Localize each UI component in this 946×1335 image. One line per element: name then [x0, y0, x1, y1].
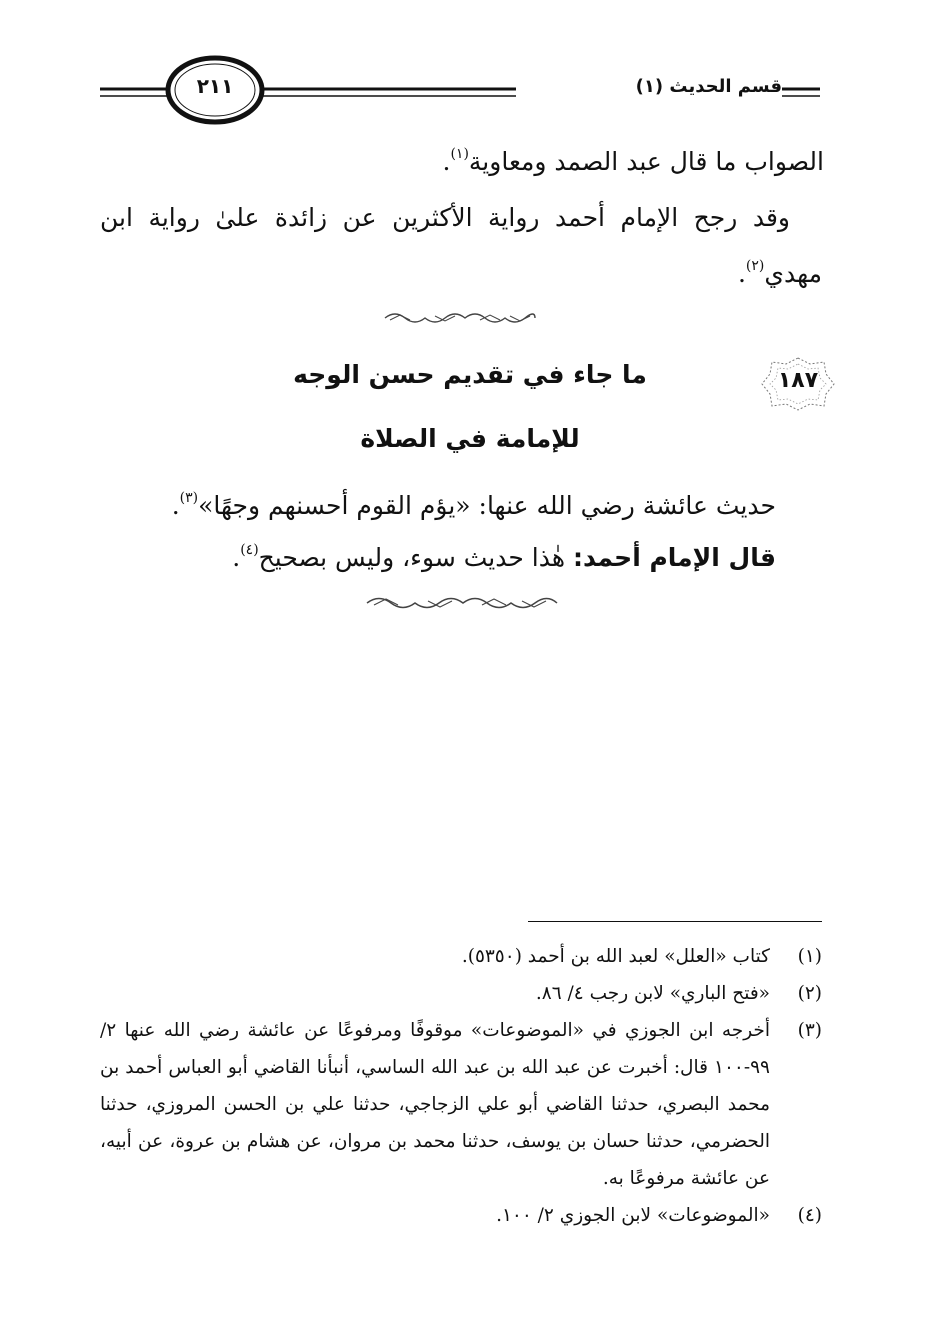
intro-paragraph-2-text: وقد رجح الإمام أحمد رواية الأكثرين عن زائدة علىٰ رواية ابن مهدي — [100, 203, 822, 288]
hadith-line — [96, 478, 776, 534]
footnote-text: «الموضوعات» لابن الجوزي ٢/ ١٠٠. — [496, 1205, 770, 1226]
chapter-title-line-2: للإمامة في الصلاة — [360, 424, 580, 453]
footnote-ref-2: (٢) — [745, 258, 765, 274]
footnote-ref-3: (٣) — [179, 490, 199, 506]
footnotes — [100, 938, 822, 1234]
footnote-text: «فتح الباري» لابن رجب ٤/ ٨٦. — [535, 983, 770, 1004]
page-header — [100, 52, 820, 132]
footnote-4 — [100, 1197, 822, 1234]
footnote-ref-4: (٤) — [240, 542, 259, 558]
footnote-ref-1: (١) — [450, 146, 469, 162]
chapter-number-badge — [760, 356, 836, 412]
hadith-text: حديث عائشة رضي الله عنها: «يؤم القوم أحسنهم وجهًا» — [198, 491, 776, 520]
intro-line-1-text: الصواب ما قال عبد الصمد ومعاوية — [468, 147, 824, 176]
verdict-end: . — [232, 543, 241, 572]
intro-paragraph-2 — [100, 190, 822, 302]
section-divider-ornament — [380, 308, 540, 328]
imam-ahmad-verdict — [96, 530, 776, 586]
footnote-text: أخرجه ابن الجوزي في «الموضوعات» موقوفًا ومرفوعًا عن عائشة رضي الله عنها ٢/ ٩٩-١٠٠ قال: أخبرت عن عبد الله بن عبد الله الساسي، أنبأنا القاضي أبو العباس أحمد بن محمد البصري، حدثنا القاضي أبو علي الزجاجي، حدثنا علي بن الحسن المروزي، حدثنا الحضرمي، حدثنا حسان بن يوسف، حدثنا محمد بن مروان، عن هشام بن عروة، عن أبيه، عن عائشة مرفوعًا به. — [100, 1020, 770, 1189]
chapter-number: ١٨٧ — [777, 368, 819, 393]
footnote-number: (٣) — [797, 1020, 822, 1041]
intro-paragraph-2-end: . — [737, 259, 746, 288]
footnote-number: (١) — [797, 946, 822, 967]
page-number: ٢١١ — [196, 74, 234, 98]
hadith-line-end: . — [171, 491, 180, 520]
footnote-text: كتاب «العلل» لعبد الله بن أحمد (٥٣٥٠). — [461, 946, 770, 967]
footnote-2 — [100, 975, 822, 1012]
intro-line-1 — [104, 134, 824, 190]
section-title: قسم الحديث (١) — [516, 76, 782, 97]
intro-line-1-end: . — [442, 147, 451, 176]
footnote-separator — [528, 921, 822, 922]
footnote-1 — [100, 938, 822, 975]
footnote-3 — [100, 1012, 822, 1197]
verdict-speaker: قال الإمام أحمد: — [572, 543, 776, 572]
section-divider-ornament-2 — [362, 592, 562, 614]
footnote-number: (٢) — [797, 983, 822, 1004]
footnote-number: (٤) — [797, 1205, 822, 1226]
verdict-text: هٰذا حديث سوء، وليس بصحيح — [258, 543, 573, 572]
chapter-title-line-1: ما جاء في تقديم حسن الوجه — [293, 360, 647, 389]
